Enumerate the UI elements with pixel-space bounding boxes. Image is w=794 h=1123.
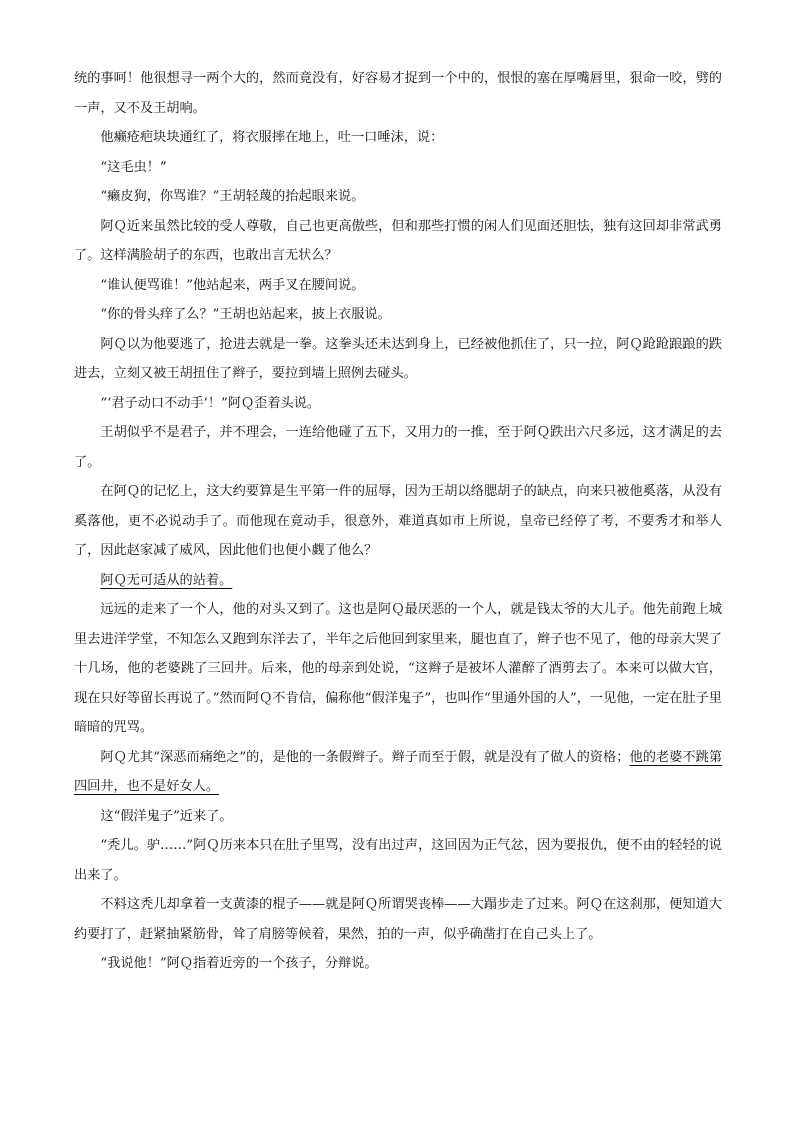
paragraph: 阿Ｑ以为他要逃了，抢进去就是一拳。这拳头还未达到身上，已经被他抓住了，只一拉，阿Ｑ跄跄踉踉的跌进去，立刻又被王胡扭住了辫子，要拉到墙上照例去碰头。 xyxy=(74,336,722,381)
paragraph: 不料这秃儿却拿着一支黄漆的棍子——就是阿Ｑ所谓哭丧棒——大蹋步走了过来。阿Ｑ在这刹那，便知道大约要打了，赶紧抽紧筋骨，耸了肩膀等候着，果然，拍的一声，似乎确凿打在自己头上了。 xyxy=(74,897,722,942)
paragraph: 统的事呵！他很想寻一两个大的，然而竟没有，好容易才捉到一个中的，恨恨的塞在厚嘴唇里，狠命一咬，劈的一声，又不及王胡响。 xyxy=(74,71,722,116)
paragraph-underlined xyxy=(74,566,722,596)
paragraph: “秃儿。驴……”阿Ｑ历来本只在肚子里骂，没有出过声，这回因为正气忿，因为要报仇，便不由的轻轻的说出来了。 xyxy=(74,838,722,883)
paragraph: “我说他！”阿Ｑ指着近旁的一个孩子，分辩说。 xyxy=(100,956,378,971)
underlined-sentence: 他的老婆不跳第四回井，也不是好女人。 xyxy=(74,749,723,794)
paragraph: 在阿Ｑ的记忆上，这大约要算是生平第一件的屈辱，因为王胡以络腮胡子的缺点，向来只被他奚落，从没有奚落他，更不必说动手了。而他现在竟动手，很意外，难道真如市上所说，皇帝已经停了考，不要秀才和举人了，因此赵家减了威风，因此他们也便小觑了他么？ xyxy=(74,484,722,558)
paragraph: 他癞疮疤块块通红了，将衣服摔在地上，吐一口唾沫，说： xyxy=(100,130,444,145)
paragraph: 王胡似乎不是君子，并不理会，一连给他碰了五下，又用力的一推，至于阿Ｑ跌出六尺多远，这才满足的去了。 xyxy=(74,425,722,470)
paragraph: “‘君子动口不动手’！”阿Ｑ歪着头说。 xyxy=(100,395,321,411)
paragraph: 远远的走来了一个人，他的对头又到了。这也是阿Ｑ最厌恶的一个人，就是钱太爷的大儿子。他先前跑上城里去进洋学堂，不知怎么又跑到东洋去了，半年之后他回到家里来，腿也直了，辫子也不见了，他的母亲大哭了十几场，他的老婆跳了三回井。后来，他的母亲到处说，“这辫子是被坏人灌醉了酒剪去了。本来可以做大官，现在只好等留长再说了。”然而阿Ｑ不肯信，偏称他“假洋鬼子”，也叫作“里通外国的人”，一见他，一定在肚子里暗暗的咒骂。 xyxy=(74,602,722,735)
underlined-sentence: 阿Ｑ无可适从的站着。 xyxy=(100,572,233,588)
paragraph xyxy=(74,743,722,802)
paragraph: “这毛虫！” xyxy=(100,159,167,175)
paragraph: “癞皮狗，你骂谁？”王胡轻蔑的抬起眼来说。 xyxy=(100,189,365,204)
paragraph: “谁认便骂谁！”他站起来，两手叉在腰间说。 xyxy=(100,277,365,293)
paragraph: 阿Ｑ近来虽然比较的受人尊敬，自己也更高傲些，但和那些打惯的闲人们见面还胆怯，独有这回却非常武勇了。这样满脸胡子的东西，也敢出言无状么？ xyxy=(74,218,722,263)
paragraph-text: 阿Ｑ尤其“深恶而痛绝之”的，是他的一条假辫子。辫子而至于假，就是没有了做人的资格； xyxy=(100,749,630,765)
body-text xyxy=(74,64,722,979)
paragraph: 这“假洋鬼子”近来了。 xyxy=(100,808,233,824)
paragraph: “你的骨头痒了么？”王胡也站起来，披上衣服说。 xyxy=(100,307,391,322)
